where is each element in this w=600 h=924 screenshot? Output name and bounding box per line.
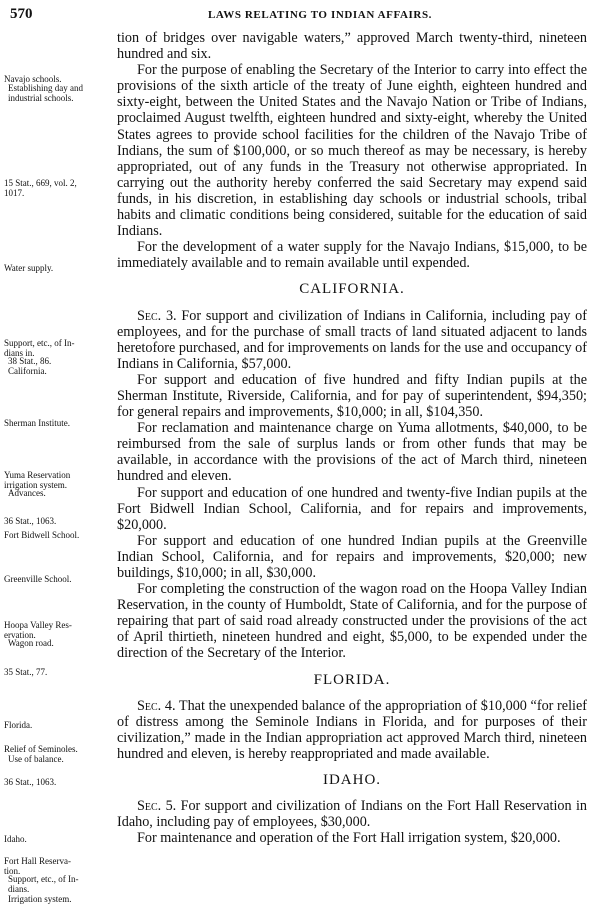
paragraph: For the purpose of enabling the Secretary of the Interior to carry into effect the provisions of the sixth article of the treaty of June eighth, eighteen hundred and sixty-eight, between the United States and the Navajo Nation or Tribe of Indians, proclaimed August twelfth, eighteen hundred and sixty-eight, whereby the United States agrees to provide school facilities for the children of the Navajo Tribe of Indians, the sum of $100,000, or so much thereof as may be necessary, is hereby appropriated, out of any funds in the Treasury not otherwise appropriated. In carrying out the authority hereby conferred the said Secretary may expend said funds, in his discretion, in establishing day schools or industrial schools, tribal habits and climatic conditions being considered, suitable for the education of said Indians. xyxy=(117,62,587,240)
section-heading-florida: FLORIDA. xyxy=(313,671,391,688)
section-heading-california: CALIFORNIA. xyxy=(299,281,405,298)
paragraph: For support and education of one hundred and twenty-five Indian pupils at the Fort Bidwell Indian School, California, and for repairs and improvements, $20,000. xyxy=(117,484,587,533)
section-heading-idaho: IDAHO. xyxy=(322,772,382,789)
paragraph-text: That the unexpended balance of the appropriation of $10,000 “for relief of distress among the Seminole Indians in Florida, and for purposes of their civilization,” made in the Indian appropriation act approved March third, nineteen hundred and eleven, is hereby reappropriated and made available. xyxy=(117,697,587,762)
paragraph: For completing the construction of the wagon road on the Hoopa Valley Indian Reservation, in the county of Humboldt, State of California, and for the purpose of repairing that part of said road already constructed under the provisions of the act of April thirtieth, nineteen hundred and eight, $5,000, to be expended under the direction of the Secretary of the Interior. xyxy=(117,581,587,662)
paragraph-text: For support and civilization of Indians on the Fort Hall Reservation in Idaho, including pay of employees, $30,000. xyxy=(117,798,588,831)
paragraph xyxy=(117,698,587,762)
sidenote: Establishing day and industrial schools. xyxy=(8,83,83,103)
sidenote: Use of balance. xyxy=(8,754,64,764)
paragraph xyxy=(117,798,587,830)
paragraph: For support and education of one hundred Indian pupils at the Greenville Indian School, California, and for repairs and improvements, $20,000; new buildings, $10,000; in all, $30,000. xyxy=(117,532,587,581)
body-text xyxy=(117,30,587,846)
paragraph: tion of bridges over navigable waters,” approved March twenty-third, nineteen hundred and six. xyxy=(117,30,587,63)
running-title: LAWS RELATING TO INDIAN AFFAIRS. xyxy=(207,9,433,21)
sidenote: Navajo schools. xyxy=(4,74,62,84)
page-number: 570 xyxy=(10,6,33,22)
paragraph xyxy=(117,308,587,372)
sidenote: 36 Stat., 1063. xyxy=(4,516,57,526)
sidenote: Wagon road. xyxy=(8,638,54,648)
sidenote: Advances. xyxy=(8,488,46,498)
paragraph: For maintenance and operation of the Fort Hall irrigation system, $20,000. xyxy=(137,830,561,847)
sidenote: 36 Stat., 1063. xyxy=(4,777,57,787)
sidenote: California. xyxy=(8,366,47,376)
sidenote: Support, etc., of In- dians in. xyxy=(4,338,75,358)
section-number: Sec. 5. xyxy=(137,798,177,815)
sidenote: Hoopa Valley Res- ervation. xyxy=(4,620,72,640)
sidenote: Water supply. xyxy=(4,263,54,273)
paragraph: For support and education of five hundred and fifty Indian pupils at the Sherman Institute, Riverside, California, and for pay of superintendent, $94,350; for general repairs and improvements, $10,000; in all, $104,350. xyxy=(117,371,587,421)
section-number: Sec. 3. xyxy=(137,307,177,324)
sidenote: Fort Hall Reserva- tion. xyxy=(4,856,71,876)
sidenote: Fort Bidwell School. xyxy=(4,530,80,540)
sidenote: Sherman Institute. xyxy=(4,418,70,428)
sidenote: 38 Stat., 86. xyxy=(8,356,52,366)
sidenote: Relief of Seminoles. xyxy=(4,744,78,754)
section-number: Sec. 4. xyxy=(137,697,176,714)
sidenote: Florida. xyxy=(4,720,33,730)
paragraph: For the development of a water supply for the Navajo Indians, $15,000, to be immediately available and to remain available until expended. xyxy=(117,239,587,272)
sidenote: Yuma Reservation irrigation system. xyxy=(4,470,71,490)
sidenote: Idaho. xyxy=(4,834,27,844)
sidenote: Support, etc., of In- dians. xyxy=(8,874,79,894)
margin-notes xyxy=(0,0,112,924)
sidenote: 15 Stat., 669, vol. 2, 1017. xyxy=(4,178,77,198)
sidenote: Irrigation system. xyxy=(8,894,72,904)
paragraph-text: For support and civilization of Indians in California, including pay of employees, and for the purchase of small tracts of land situated adjacent to lands heretofore purchased, and for improvements on lands for the use and occupancy of Indians in California, $57,000. xyxy=(117,307,587,372)
sidenote: 35 Stat., 77. xyxy=(4,667,48,677)
paragraph: For reclamation and maintenance charge on Yuma allotments, $40,000, to be reimbursed from the sale of surplus lands or from other funds that may be available, in accordance with the provisions of the act of March third, nineteen hundred and eleven. xyxy=(117,420,587,485)
sidenote: Greenville School. xyxy=(4,574,72,584)
